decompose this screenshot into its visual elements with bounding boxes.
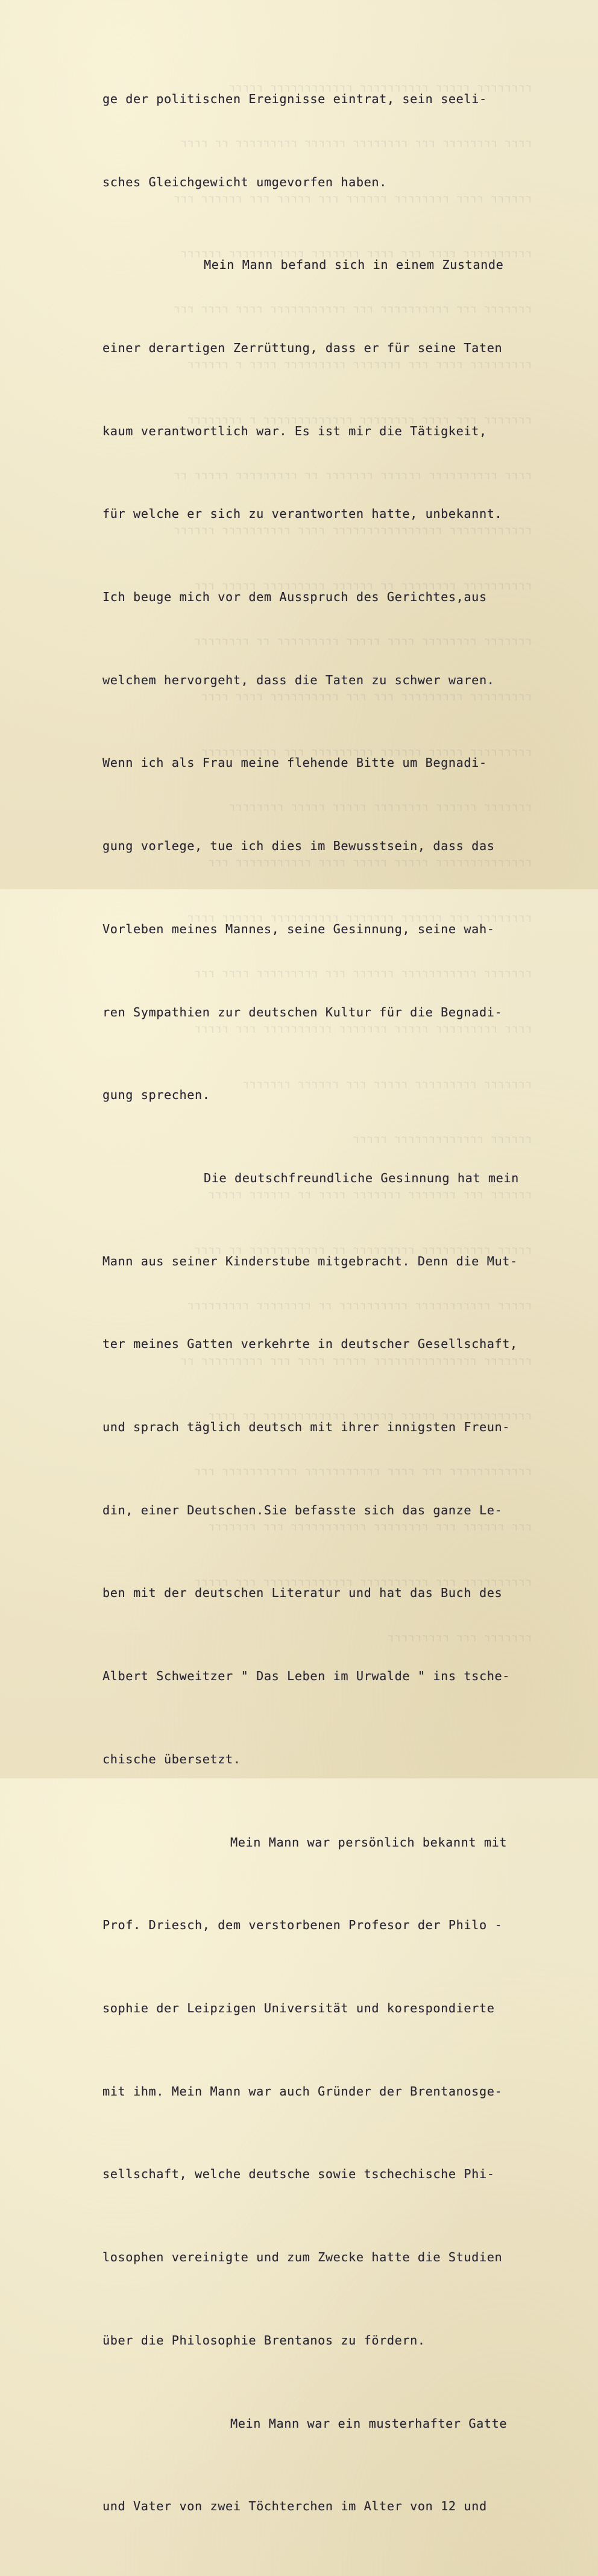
text-line: und Vater von zwei Töchterchen im Alter von 12 und (102, 2499, 487, 2514)
text-line: Mein Mann befand sich in einem Zustande (204, 257, 504, 272)
text-line: mit ihm. Mein Mann war auch Gründer der Brentanosge- (102, 2083, 503, 2099)
text-line: Mann aus seiner Kinderstube mitgebracht. Denn die Mut- (102, 1253, 518, 1268)
text-line: din, einer Deutschen.Sie befasste sich das ganze Le- (102, 1502, 503, 1517)
text-line: ren Sympathien zur deutschen Kultur für die Begnadi- (102, 1004, 503, 1019)
text-line: ter meines Gatten verkehrte in deutscher Gesellschaft, (102, 1337, 518, 1352)
show-through-texture: rrrrrrrr rrrrr rrrrrrrrrr rrrrrrrrrrrr rrrrr rrrr rrrrrrrr rrr rrrrrrrr rrrrrr rrrrrrrrr rr rrrr rrrrrr rrrr rrrrrrrr rrrrrr rrr rrrrr rrr rrrrrr rrr rrrrrrrrrr rrrr rrr rrrr rrrrrrr rrrrrrrrrrr rrrrrr rrrrrrr rrr rrrrrrrrrr rrr rrrrrrrrrrr rrrr rrrr rrr rrrrrrrrr rrrr rrr rrrrrrr rrrrrrrrr rrrr r rrrrrr rrrrrrr rrr rrrr rrrrrrrr rrrrrrrrrrrrr r rrrrrrrr rrrr rrrrrrrrrr rrrrrr rrrrrrr rr rrrrrrrrr rrrrr rr rrrrrrrrrrrr rrrrrrrrrrrrrrrr rrrr rrrrrrrrrr rrrrrr rrrrrrrrrr rrrrrrrr rr rrrrrr rrrrrrrrr rrrrr rrr rrrrrrr rrrrrrrr rrrr rrrrr rrrrrrrrr rr rrrrrrrr rrrrrrrrr rrrrrrrrr rrr rrr rrrrrrrrrr rrrr rrrr rrrrrrrrr rrrrr rrrrrr rrrrrrrrr rrr rrrrrrrrrrr rrrrrrr rrrrrr rrrrrrrr rrrrr rrrrr rrrrrrrr rrrrrrrrrrrrrr rrrrr rrrrr rrrr rrrrrrrrrrr rrr rrrrrrrr rrr rrrrrr rrrrrrr rrrrrrrrrr rrrrrr rrrr rrrrrrr rrrrrrrrrrr rrrrrr rrr rrrrrrrrr rrrr rrr rrrr rrrrrrrrr rrrrr rrrrrrr rrrrrrrrrr rrr rrrrr rrrrrrr rrrrrrrrr rrrrr rrr rrrrrr rrrrrrr rrrrrr rrrrrrrrrrrrr rrrrr rrrrrr rrr rrrrrrr rrrrrrr rrrr rr rrrrrr rrrrr rrrrr rrrrrrrrrr rrrrrrrrr rr rrrrrrrrrrr rr rrrr rrrrr rrrrrrrrrrr rrrrrrrrrr rr rrrrrrrr rrrrrrrrr rrrrrrr rrrrrrrrrrrrrrr rrrrr rrrr rrr rrrrrrrrr rr rrrrrrrrrrrrr rrrrr rrrrrr rrrrrrrrrrrr rr rrrr rrrrrrrrrrrr rrr rrrr rrrrrrrrrrr rrrrrrrrrrr rrr rrr rrrrrr rrr rrrrrrrr rrrrrrrrrrr rrr rrrrrrr rrrrrrrrrr rrr rrrrrrrrrr rrrrrrrrrrrrr rrr rrrrr rrrrrrr rrr rrrrrrrrr (174, 81, 533, 1645)
text-line: Albert Schweitzer " Das Leben im Urwalde " ins tsche- (102, 1669, 510, 1684)
text-line: Prof. Driesch, dem verstorbenen Profesor der Philo - (102, 1918, 503, 1933)
text-line: und sprach täglich deutsch mit ihrer innigsten Freun- (102, 1420, 510, 1435)
text-line: Wenn ich als Frau meine flehende Bitte um Begnadi- (102, 755, 487, 770)
text-line: gung sprechen. (102, 1088, 210, 1103)
text-line: für welche er sich zu verantworten hatte, unbekannt. (102, 506, 503, 521)
text-line: ge der politischen Ereignisse eintrat, sein seeli- (102, 91, 487, 106)
text-line: sellschaft, welche deutsche sowie tschechische Phi- (102, 2167, 495, 2182)
text-line: Mein Mann war persönlich bekannt mit (230, 1834, 508, 1850)
text-line: chische übersetzt. (102, 1751, 241, 1766)
text-line: kaum verantwortlich war. Es ist mir die Tätigkeit, (102, 423, 487, 438)
text-line: ben mit der deutschen Literatur und hat das Buch des (102, 1586, 503, 1601)
text-line: welchem hervorgeht, dass die Taten zu schwer waren. (102, 672, 495, 687)
text-line: Mein Mann war ein musterhafter Gatte (230, 2416, 508, 2431)
text-line: einer derartigen Zerrüttung, dass er für seine Taten (102, 340, 503, 355)
letter-body (102, 30, 585, 2576)
text-line: Die deutschfreundliche Gesinnung hat mein (204, 1170, 519, 1185)
text-line: sophie der Leipzigen Universität und korespondierte (102, 2000, 495, 2015)
text-line: sches Gleichgewicht umgevorfen haben. (102, 174, 387, 189)
text-line: gung vorlege, tue ich dies im Bewusstsein, dass das (102, 839, 495, 854)
text-line: über die Philosophie Brentanos zu fördern. (102, 2332, 426, 2348)
text-line: Vorleben meines Mannes, seine Gesinnung, seine wah- (102, 921, 495, 936)
text-line: Ich beuge mich vor dem Ausspruch des Gerichtes,aus (102, 590, 487, 605)
text-line: losophen vereinigte und zum Zwecke hatte die Studien (102, 2250, 503, 2265)
